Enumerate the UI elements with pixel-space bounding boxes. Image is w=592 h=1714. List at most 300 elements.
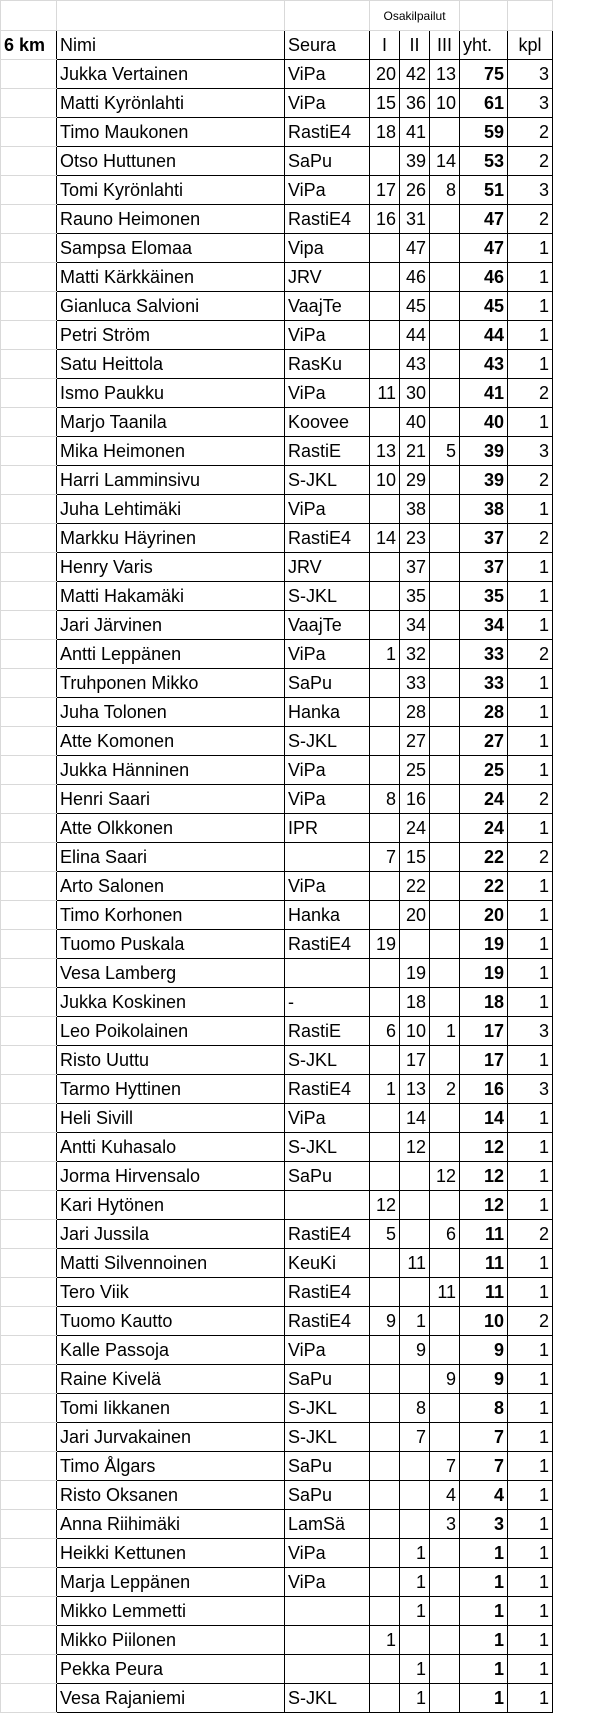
round-2-points	[400, 1510, 430, 1539]
runner-club: VaajTe	[285, 292, 370, 321]
total-points: 4	[460, 1481, 508, 1510]
empty-cell	[1, 669, 57, 698]
total-points: 27	[460, 727, 508, 756]
runner-club: Koovee	[285, 408, 370, 437]
round-3-points: 5	[430, 437, 460, 466]
round-3-points	[430, 930, 460, 959]
runner-name: Timo Ålgars	[57, 1452, 285, 1481]
round-2-points	[400, 1162, 430, 1191]
runner-club: S-JKL	[285, 1394, 370, 1423]
runner-name: Kari Hytönen	[57, 1191, 285, 1220]
runner-name: Jorma Hirvensalo	[57, 1162, 285, 1191]
total-points: 1	[460, 1597, 508, 1626]
race-count: 2	[508, 466, 553, 495]
table-row	[1, 611, 553, 640]
runner-name: Kalle Passoja	[57, 1336, 285, 1365]
total-points: 41	[460, 379, 508, 408]
round-2-points: 16	[400, 785, 430, 814]
runner-club: ViPa	[285, 176, 370, 205]
total-points: 12	[460, 1162, 508, 1191]
total-points: 61	[460, 89, 508, 118]
runner-name: Anna Riihimäki	[57, 1510, 285, 1539]
round-1-points	[370, 872, 400, 901]
runner-club	[285, 959, 370, 988]
empty-cell	[1, 1626, 57, 1655]
runner-name: Mikko Lemmetti	[57, 1597, 285, 1626]
header-count: kpl	[508, 31, 553, 60]
total-points: 28	[460, 698, 508, 727]
round-1-points: 5	[370, 1220, 400, 1249]
runner-club: RastiE4	[285, 118, 370, 147]
round-3-points	[430, 553, 460, 582]
total-points: 33	[460, 640, 508, 669]
round-2-points: 30	[400, 379, 430, 408]
empty-cell	[1, 60, 57, 89]
race-count: 1	[508, 698, 553, 727]
round-2-points: 35	[400, 582, 430, 611]
runner-name: Jukka Vertainen	[57, 60, 285, 89]
empty-cell	[1, 1684, 57, 1713]
round-1-points	[370, 1336, 400, 1365]
runner-club: ViPa	[285, 756, 370, 785]
table-row	[1, 1133, 553, 1162]
runner-name: Vesa Rajaniemi	[57, 1684, 285, 1713]
round-2-points: 8	[400, 1394, 430, 1423]
round-2-points: 34	[400, 611, 430, 640]
total-points: 12	[460, 1133, 508, 1162]
table-row	[1, 263, 553, 292]
runner-club	[285, 1597, 370, 1626]
total-points: 11	[460, 1220, 508, 1249]
round-2-points: 22	[400, 872, 430, 901]
race-count: 1	[508, 1655, 553, 1684]
round-2-points: 26	[400, 176, 430, 205]
round-1-points	[370, 263, 400, 292]
round-2-points: 47	[400, 234, 430, 263]
race-count: 1	[508, 1568, 553, 1597]
total-points: 7	[460, 1423, 508, 1452]
round-3-points: 10	[430, 89, 460, 118]
race-count: 1	[508, 1394, 553, 1423]
runner-club: SaPu	[285, 1365, 370, 1394]
runner-name: Ismo Paukku	[57, 379, 285, 408]
race-count: 2	[508, 640, 553, 669]
round-2-points: 44	[400, 321, 430, 350]
round-3-points	[430, 1684, 460, 1713]
runner-club: JRV	[285, 263, 370, 292]
total-points: 11	[460, 1249, 508, 1278]
round-1-points	[370, 292, 400, 321]
round-2-points	[400, 1626, 430, 1655]
empty-cell	[1, 1, 57, 31]
round-3-points	[430, 1307, 460, 1336]
header-total: yht.	[460, 31, 508, 60]
empty-cell	[1, 901, 57, 930]
empty-cell	[1, 1249, 57, 1278]
runner-club: ViPa	[285, 1336, 370, 1365]
total-points: 7	[460, 1452, 508, 1481]
race-count: 1	[508, 1597, 553, 1626]
table-row	[1, 1539, 553, 1568]
round-2-points: 10	[400, 1017, 430, 1046]
race-count: 1	[508, 1336, 553, 1365]
runner-name: Tarmo Hyttinen	[57, 1075, 285, 1104]
race-count: 1	[508, 1249, 553, 1278]
round-2-points	[400, 930, 430, 959]
table-row	[1, 118, 553, 147]
table-row	[1, 901, 553, 930]
runner-name: Atte Komonen	[57, 727, 285, 756]
runner-name: Matti Kyrönlahti	[57, 89, 285, 118]
race-count: 3	[508, 1017, 553, 1046]
round-1-points: 16	[370, 205, 400, 234]
round-1-points: 12	[370, 1191, 400, 1220]
table-row	[1, 147, 553, 176]
round-2-points: 29	[400, 466, 430, 495]
race-count: 1	[508, 1510, 553, 1539]
round-1-points	[370, 553, 400, 582]
total-points: 40	[460, 408, 508, 437]
empty-cell	[1, 408, 57, 437]
runner-name: Tero Viik	[57, 1278, 285, 1307]
total-points: 16	[460, 1075, 508, 1104]
round-2-points: 1	[400, 1307, 430, 1336]
race-count: 1	[508, 553, 553, 582]
round-3-points	[430, 698, 460, 727]
runner-club: ViPa	[285, 60, 370, 89]
runner-name: Timo Korhonen	[57, 901, 285, 930]
total-points: 8	[460, 1394, 508, 1423]
table-row	[1, 1365, 553, 1394]
runner-name: Jari Jurvakainen	[57, 1423, 285, 1452]
round-2-points: 17	[400, 1046, 430, 1075]
round-3-points: 4	[430, 1481, 460, 1510]
table-row	[1, 1655, 553, 1684]
round-3-points	[430, 756, 460, 785]
race-count: 1	[508, 1365, 553, 1394]
round-3-points	[430, 785, 460, 814]
runner-name: Mikko Piilonen	[57, 1626, 285, 1655]
empty-cell	[1, 1104, 57, 1133]
race-count: 1	[508, 669, 553, 698]
round-3-points	[430, 669, 460, 698]
empty-cell	[1, 1075, 57, 1104]
runner-club: S-JKL	[285, 1046, 370, 1075]
round-2-points: 45	[400, 292, 430, 321]
table-row	[1, 1017, 553, 1046]
runner-name: Rauno Heimonen	[57, 205, 285, 234]
round-1-points	[370, 901, 400, 930]
total-points: 53	[460, 147, 508, 176]
total-points: 38	[460, 495, 508, 524]
round-2-points: 18	[400, 988, 430, 1017]
race-count: 1	[508, 930, 553, 959]
round-1-points: 9	[370, 1307, 400, 1336]
race-count: 3	[508, 60, 553, 89]
empty-cell	[1, 1365, 57, 1394]
round-3-points	[430, 1655, 460, 1684]
empty-cell	[1, 350, 57, 379]
round-3-points	[430, 1249, 460, 1278]
round-1-points	[370, 321, 400, 350]
total-points: 1	[460, 1655, 508, 1684]
empty-cell	[1, 1046, 57, 1075]
table-row	[1, 1394, 553, 1423]
round-3-points	[430, 1568, 460, 1597]
total-points: 22	[460, 843, 508, 872]
round-3-points	[430, 959, 460, 988]
race-count: 2	[508, 1220, 553, 1249]
race-count: 1	[508, 756, 553, 785]
runner-club	[285, 1626, 370, 1655]
empty-cell	[1, 1307, 57, 1336]
race-count: 2	[508, 147, 553, 176]
runner-club: ViPa	[285, 1539, 370, 1568]
runner-name: Markku Häyrinen	[57, 524, 285, 553]
round-3-points	[430, 1597, 460, 1626]
runner-name: Gianluca Salvioni	[57, 292, 285, 321]
round-2-points: 1	[400, 1684, 430, 1713]
race-count: 1	[508, 408, 553, 437]
round-3-points	[430, 234, 460, 263]
race-count: 2	[508, 205, 553, 234]
race-count: 1	[508, 1046, 553, 1075]
empty-cell	[57, 1, 285, 31]
runner-club: ViPa	[285, 640, 370, 669]
round-1-points	[370, 582, 400, 611]
empty-cell	[1, 292, 57, 321]
empty-cell	[1, 234, 57, 263]
empty-cell	[1, 321, 57, 350]
table-row	[1, 205, 553, 234]
race-count: 1	[508, 1104, 553, 1133]
round-3-points	[430, 1394, 460, 1423]
runner-club: RasKu	[285, 350, 370, 379]
table-row	[1, 524, 553, 553]
empty-cell	[1, 1539, 57, 1568]
round-1-points: 13	[370, 437, 400, 466]
round-3-points: 8	[430, 176, 460, 205]
runner-club	[285, 1655, 370, 1684]
total-points: 12	[460, 1191, 508, 1220]
round-1-points	[370, 1452, 400, 1481]
runner-club: S-JKL	[285, 1423, 370, 1452]
runner-club: S-JKL	[285, 727, 370, 756]
race-count: 1	[508, 1191, 553, 1220]
round-2-points: 1	[400, 1539, 430, 1568]
round-1-points: 20	[370, 60, 400, 89]
round-2-points: 46	[400, 263, 430, 292]
round-1-points	[370, 669, 400, 698]
race-count: 2	[508, 118, 553, 147]
empty-cell	[1, 1220, 57, 1249]
table-row	[1, 1249, 553, 1278]
table-row	[1, 1104, 553, 1133]
empty-cell	[1, 495, 57, 524]
empty-cell	[1, 118, 57, 147]
total-points: 59	[460, 118, 508, 147]
table-row	[1, 1510, 553, 1539]
total-points: 37	[460, 524, 508, 553]
header-round-2: II	[400, 31, 430, 60]
round-1-points	[370, 1481, 400, 1510]
round-3-points: 13	[430, 60, 460, 89]
empty-cell	[1, 1655, 57, 1684]
round-2-points: 14	[400, 1104, 430, 1133]
runner-club: SaPu	[285, 1481, 370, 1510]
total-points: 19	[460, 930, 508, 959]
round-3-points	[430, 1191, 460, 1220]
table-row	[1, 1568, 553, 1597]
runner-club: S-JKL	[285, 466, 370, 495]
runner-club: RastiE4	[285, 1307, 370, 1336]
runner-club: ViPa	[285, 379, 370, 408]
total-points: 24	[460, 814, 508, 843]
table-row	[1, 437, 553, 466]
round-3-points: 9	[430, 1365, 460, 1394]
table-row	[1, 1162, 553, 1191]
round-2-points: 23	[400, 524, 430, 553]
total-points: 25	[460, 756, 508, 785]
empty-cell	[1, 89, 57, 118]
race-count: 3	[508, 1075, 553, 1104]
total-points: 45	[460, 292, 508, 321]
round-2-points: 1	[400, 1597, 430, 1626]
race-count: 1	[508, 1423, 553, 1452]
round-1-points	[370, 814, 400, 843]
race-count: 1	[508, 263, 553, 292]
runner-club: SaPu	[285, 147, 370, 176]
runner-name: Jukka Koskinen	[57, 988, 285, 1017]
round-1-points	[370, 1423, 400, 1452]
empty-cell	[1, 785, 57, 814]
runner-club: VaajTe	[285, 611, 370, 640]
race-count: 1	[508, 321, 553, 350]
runner-club: SaPu	[285, 1162, 370, 1191]
round-3-points	[430, 901, 460, 930]
empty-cell	[1, 727, 57, 756]
table-row	[1, 1336, 553, 1365]
round-2-points: 38	[400, 495, 430, 524]
round-1-points: 1	[370, 640, 400, 669]
runner-name: Antti Kuhasalo	[57, 1133, 285, 1162]
round-1-points	[370, 1162, 400, 1191]
empty-cell	[1, 263, 57, 292]
empty-cell	[1, 466, 57, 495]
race-count: 1	[508, 814, 553, 843]
runner-club: RastiE4	[285, 1220, 370, 1249]
header-name: Nimi	[57, 31, 285, 60]
round-3-points: 6	[430, 1220, 460, 1249]
round-2-points: 12	[400, 1133, 430, 1162]
total-points: 10	[460, 1307, 508, 1336]
round-2-points: 42	[400, 60, 430, 89]
round-2-points: 28	[400, 698, 430, 727]
empty-cell	[1, 1336, 57, 1365]
round-2-points: 40	[400, 408, 430, 437]
runner-club: S-JKL	[285, 582, 370, 611]
runner-club: RastiE4	[285, 205, 370, 234]
race-count: 2	[508, 843, 553, 872]
runner-club: ViPa	[285, 785, 370, 814]
total-points: 33	[460, 669, 508, 698]
round-3-points	[430, 495, 460, 524]
empty-cell	[1, 1017, 57, 1046]
round-3-points	[430, 814, 460, 843]
total-points: 17	[460, 1046, 508, 1075]
round-3-points	[430, 379, 460, 408]
runner-name: Satu Heittola	[57, 350, 285, 379]
table-row	[1, 350, 553, 379]
table-row	[1, 234, 553, 263]
table-row	[1, 872, 553, 901]
empty-cell	[1, 553, 57, 582]
empty-cell	[1, 1597, 57, 1626]
runner-club	[285, 1191, 370, 1220]
round-3-points	[430, 640, 460, 669]
total-points: 1	[460, 1626, 508, 1655]
runner-name: Tomi Kyrönlahti	[57, 176, 285, 205]
runner-name: Tuomo Puskala	[57, 930, 285, 959]
race-count: 1	[508, 727, 553, 756]
total-points: 51	[460, 176, 508, 205]
round-1-points	[370, 1046, 400, 1075]
total-points: 39	[460, 437, 508, 466]
round-3-points: 7	[430, 1452, 460, 1481]
total-points: 47	[460, 205, 508, 234]
round-2-points: 1	[400, 1655, 430, 1684]
race-count: 1	[508, 1133, 553, 1162]
race-count: 1	[508, 1452, 553, 1481]
round-1-points	[370, 1133, 400, 1162]
round-1-points	[370, 611, 400, 640]
round-3-points	[430, 1046, 460, 1075]
runner-club	[285, 843, 370, 872]
round-3-points: 11	[430, 1278, 460, 1307]
empty-cell	[508, 1, 553, 31]
runner-name: Henry Varis	[57, 553, 285, 582]
table-row	[1, 1626, 553, 1655]
race-count: 1	[508, 611, 553, 640]
round-2-points	[400, 1278, 430, 1307]
empty-cell	[1, 930, 57, 959]
round-3-points	[430, 843, 460, 872]
total-points: 46	[460, 263, 508, 292]
empty-cell	[1, 379, 57, 408]
round-3-points	[430, 1336, 460, 1365]
round-2-points: 25	[400, 756, 430, 785]
round-2-points: 19	[400, 959, 430, 988]
table-row	[1, 930, 553, 959]
round-3-points	[430, 524, 460, 553]
total-points: 43	[460, 350, 508, 379]
round-1-points: 6	[370, 1017, 400, 1046]
empty-cell	[1, 176, 57, 205]
round-3-points	[430, 1626, 460, 1655]
total-points: 19	[460, 959, 508, 988]
round-3-points: 1	[430, 1017, 460, 1046]
runner-name: Elina Saari	[57, 843, 285, 872]
total-points: 35	[460, 582, 508, 611]
total-points: 75	[460, 60, 508, 89]
round-1-points: 1	[370, 1626, 400, 1655]
runner-name: Harri Lamminsivu	[57, 466, 285, 495]
runner-name: Henri Saari	[57, 785, 285, 814]
empty-cell	[1, 1278, 57, 1307]
empty-cell	[1, 1162, 57, 1191]
race-count: 1	[508, 1684, 553, 1713]
round-1-points	[370, 1278, 400, 1307]
